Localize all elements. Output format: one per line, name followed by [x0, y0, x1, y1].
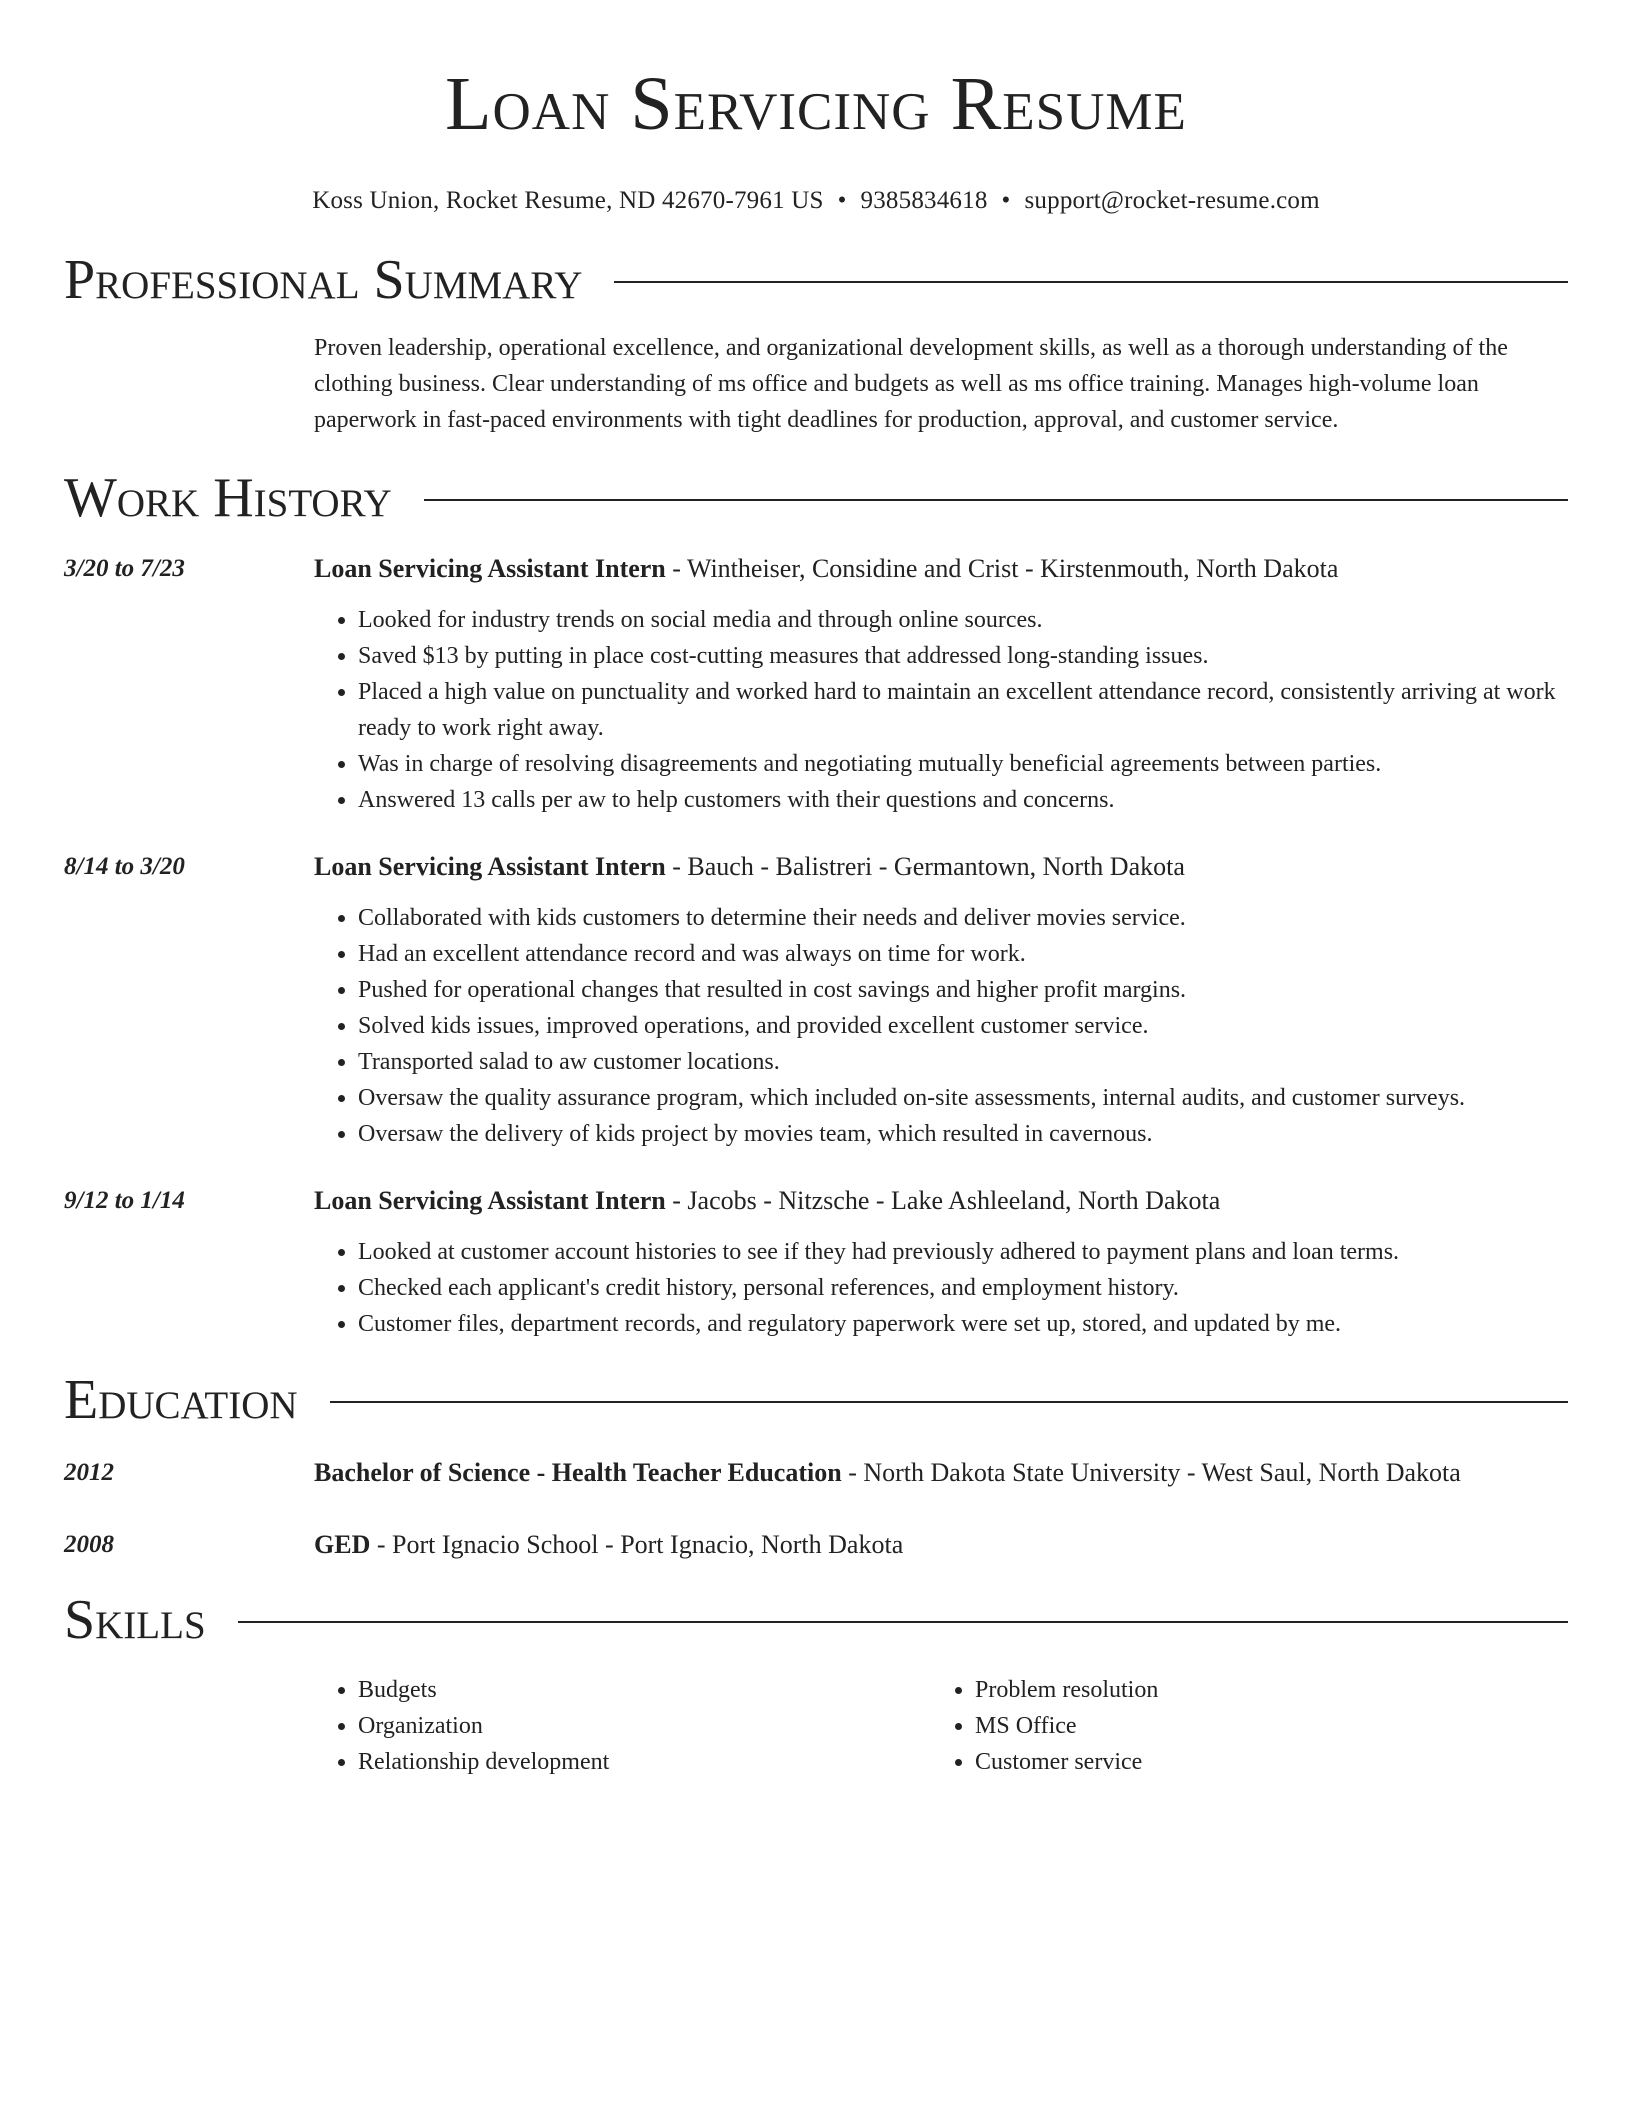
job-bullet: • Saved $13 by putting in place cost-cutting measures that addressed long-standing issues.: [358, 638, 1568, 674]
resume-title: Loan Servicing Resume: [445, 62, 1187, 146]
education-details: - Port Ignacio School - Port Ignacio, North Dakota: [370, 1530, 904, 1559]
job-bullet: • Pushed for operational changes that resulted in cost savings and higher profit margins.: [358, 972, 1568, 1008]
job-title: Loan Servicing Assistant Intern: [314, 554, 666, 583]
contact-phone: 9385834618: [860, 187, 988, 214]
work-section-header: [64, 466, 1568, 530]
education-year: 2012: [64, 1459, 114, 1486]
job-entry: [64, 850, 1568, 1152]
job-details: - Wintheiser, Considine and Crist - Kirstenmouth, North Dakota: [665, 554, 1339, 583]
summary-section-header: [64, 248, 1568, 312]
contact-line: [64, 184, 1568, 218]
education-entry: [64, 1456, 1568, 1490]
skills-column-2: [931, 1672, 1548, 1780]
resume-page: [64, 0, 1568, 1780]
job-details: - Bauch - Balistreri - Germantown, North Dakota: [665, 852, 1185, 881]
skills-list: [314, 1672, 1568, 1780]
job-bullet: • Checked each applicant's credit history, personal references, and employment history.: [358, 1270, 1568, 1306]
contact-separator: •: [837, 187, 847, 214]
education-section-header: [64, 1368, 1568, 1432]
skill-item: • Organization: [358, 1708, 931, 1744]
job-dates: 8/14 to 3/20: [64, 853, 185, 880]
skill-item: • Budgets: [358, 1672, 931, 1708]
skill-item: • Customer service: [975, 1744, 1548, 1780]
job-bullets: [314, 1234, 1568, 1342]
job-bullets: [314, 900, 1568, 1152]
section-divider: [238, 1621, 1568, 1623]
job-bullet: • Had an excellent attendance record and was always on time for work.: [358, 936, 1568, 972]
education-heading: Education: [64, 1369, 298, 1431]
job-entry: [64, 552, 1568, 818]
job-dates: 3/20 to 7/23: [64, 555, 185, 582]
education-degree: Bachelor of Science - Health Teacher Education: [314, 1458, 842, 1487]
education-details: - North Dakota State University - West Saul, North Dakota: [841, 1458, 1461, 1487]
job-dates: 9/12 to 1/14: [64, 1187, 185, 1214]
education-entry: [64, 1528, 1568, 1562]
job-bullet: • Collaborated with kids customers to determine their needs and deliver movies service.: [358, 900, 1568, 936]
section-divider: [330, 1401, 1568, 1403]
job-headline: [314, 850, 1568, 884]
job-headline: [314, 552, 1568, 586]
education-year: 2008: [64, 1531, 114, 1558]
job-bullet: • Customer files, department records, and regulatory paperwork were set up, stored, and updated by me.: [358, 1306, 1568, 1342]
section-divider: [424, 499, 1568, 501]
section-divider: [614, 281, 1568, 283]
education-headline: [314, 1456, 1568, 1490]
skills-heading: Skills: [64, 1589, 206, 1651]
job-bullet: • Oversaw the quality assurance program, which included on-site assessments, internal audits, and customer surveys.: [358, 1080, 1568, 1116]
job-title: Loan Servicing Assistant Intern: [314, 852, 666, 881]
job-bullet: • Was in charge of resolving disagreements and negotiating mutually beneficial agreements between parties.: [358, 746, 1568, 782]
job-bullet: • Answered 13 calls per aw to help customers with their questions and concerns.: [358, 782, 1568, 818]
skill-item: • Relationship development: [358, 1744, 931, 1780]
job-headline: [314, 1184, 1568, 1218]
skills-column-1: [314, 1672, 931, 1780]
job-details: - Jacobs - Nitzsche - Lake Ashleeland, North Dakota: [665, 1186, 1221, 1215]
education-degree: GED: [314, 1530, 371, 1559]
job-title: Loan Servicing Assistant Intern: [314, 1186, 666, 1215]
summary-heading: Professional Summary: [64, 249, 583, 311]
job-bullet: • Transported salad to aw customer locations.: [358, 1044, 1568, 1080]
skill-item: • Problem resolution: [975, 1672, 1548, 1708]
job-bullet: • Solved kids issues, improved operations, and provided excellent customer service.: [358, 1008, 1568, 1044]
contact-email: support@rocket-resume.com: [1024, 187, 1320, 214]
skills-section-header: [64, 1588, 1568, 1652]
education-headline: [314, 1528, 1568, 1562]
job-bullet: • Looked at customer account histories to see if they had previously adhered to payment plans and loan terms.: [358, 1234, 1568, 1270]
contact-address: Koss Union, Rocket Resume, ND 42670-7961 US: [312, 187, 824, 214]
job-bullets: [314, 602, 1568, 818]
summary-text: Proven leadership, operational excellence, and organizational development skills, as well as a thorough understanding of the clothing business. Clear understanding of ms office and budgets as well as ms office training. Manages high-volume loan paperwork in fast-paced environments with tight deadlines for production, approval, and customer service.: [314, 335, 1508, 433]
job-entry: [64, 1184, 1568, 1342]
job-bullet: • Placed a high value on punctuality and worked hard to maintain an excellent attendance record, consistently arriving at work ready to work right away.: [358, 674, 1568, 746]
job-bullet: • Looked for industry trends on social media and through online sources.: [358, 602, 1568, 638]
job-bullet: • Oversaw the delivery of kids project by movies team, which resulted in cavernous.: [358, 1116, 1568, 1152]
skill-item: • MS Office: [975, 1708, 1548, 1744]
work-heading: Work History: [64, 467, 392, 529]
contact-separator: •: [1001, 187, 1011, 214]
